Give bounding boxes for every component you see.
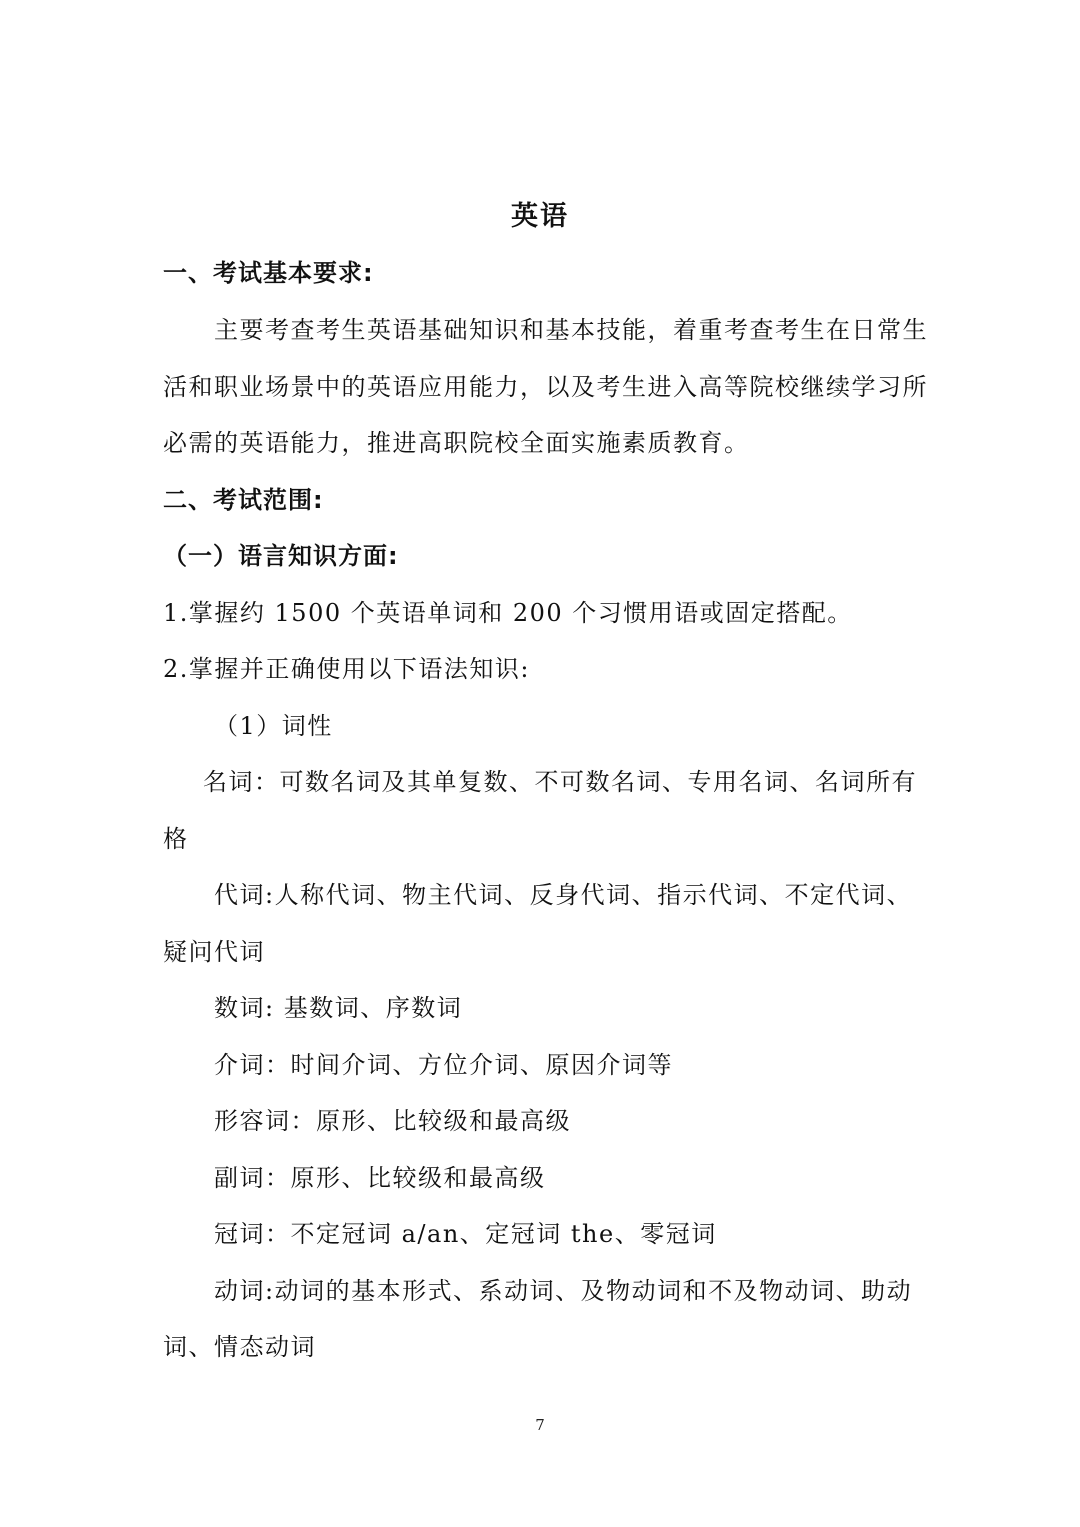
preposition-line: 介词：时间介词、方位介词、原因介词等: [214, 1051, 673, 1079]
section2-heading: 二、考试范围:: [163, 486, 324, 514]
pronoun-line: 疑问代词: [163, 938, 265, 966]
list-item: 2.掌握并正确使用以下语法知识:: [163, 655, 530, 683]
list-item: 1.掌握约 1500 个英语单词和 200 个习惯用语或固定搭配。: [163, 599, 853, 627]
page-number: 7: [535, 1416, 545, 1434]
page-title: 英语: [511, 201, 569, 232]
adjective-line: 形容词：原形、比较级和最高级: [214, 1107, 571, 1135]
adverb-line: 副词：原形、比较级和最高级: [214, 1164, 546, 1192]
section1-paragraph-line: 必需的英语能力，推进高职院校全面实施素质教育。: [163, 429, 750, 457]
section1-paragraph-line: 活和职业场景中的英语应用能力，以及考生进入高等院校继续学习所: [163, 373, 928, 401]
section2-subheading: （一）语言知识方面:: [163, 542, 399, 570]
section1-heading: 一、考试基本要求:: [163, 259, 374, 287]
sub-list-item: （1）词性: [214, 712, 333, 740]
verb-line: 词、情态动词: [163, 1333, 316, 1361]
section1-paragraph-line: 主要考查考生英语基础知识和基本技能，着重考查考生在日常生: [214, 316, 928, 344]
noun-line: 名词：可数名词及其单复数、不可数名词、专用名词、名词所有: [203, 768, 917, 796]
noun-line: 格: [163, 825, 189, 853]
article-line: 冠词：不定冠词 a/an、定冠词 the、零冠词: [214, 1220, 717, 1248]
pronoun-line: 代词:人称代词、物主代词、反身代词、指示代词、不定代词、: [214, 881, 913, 909]
numeral-line: 数词: 基数词、序数词: [214, 994, 463, 1022]
verb-line: 动词:动词的基本形式、系动词、及物动词和不及物动词、助动: [214, 1277, 913, 1305]
